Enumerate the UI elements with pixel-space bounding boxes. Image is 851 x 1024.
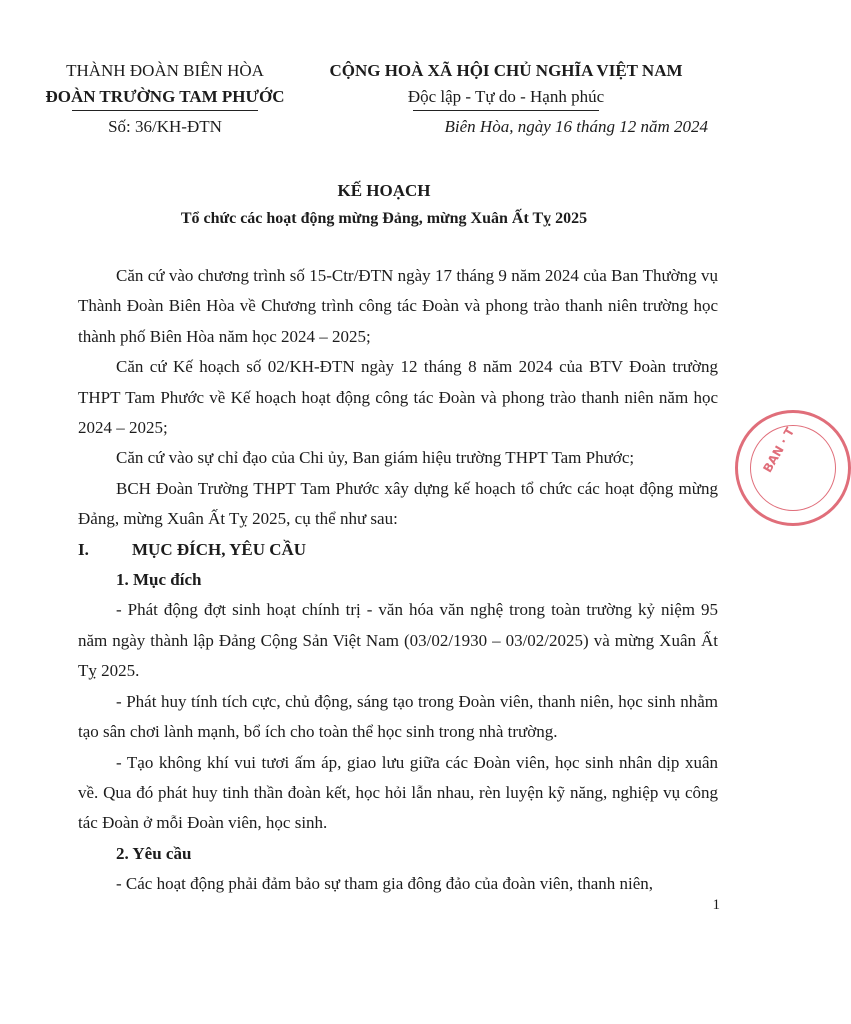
bullet-item: - Phát động đợt sinh hoạt chính trị - văn hóa văn nghệ trong toàn trường kỷ niệm 95 năm ngày thành lập Đảng Cộng Sản Việt Nam (03/02/1930 – 03/02/2025) và mừng Xuân Ất Tỵ 2025.	[78, 600, 718, 681]
paragraph: Căn cứ vào sự chỉ đạo của Chi ủy, Ban giám hiệu trường THPT Tam Phước;	[116, 448, 635, 468]
motto-underline	[413, 110, 599, 111]
paragraph: Căn cứ Kế hoạch số 02/KH-ĐTN ngày 12 tháng 8 năm 2024 của BTV Đoàn trường THPT Tam Phước về Kế hoạch hoạt động công tác Đoàn và phong trào thanh niên năm học 2024 – 2025;	[78, 357, 718, 438]
bullet-item: - Các hoạt động phải đảm bảo sự tham gia đông đảo của đoàn viên, thanh niên,	[116, 874, 654, 894]
page-number: 1	[712, 897, 720, 913]
document-subtitle: Tổ chức các hoạt động mừng Đảng, mừng Xuân Ất Tỵ 2025	[180, 210, 588, 227]
section-title: MỤC ĐÍCH, YÊU CẦU	[132, 539, 307, 559]
issuer-underline	[72, 110, 258, 111]
issuer-unit: ĐOÀN TRƯỜNG TAM PHƯỚC	[45, 87, 285, 106]
document-title: KẾ HOẠCH	[337, 181, 431, 200]
paragraph: BCH Đoàn Trường THPT Tam Phước xây dựng kế hoạch tổ chức các hoạt động mừng Đảng, mừng Xuân Ất Tỵ 2025, cụ thể như sau:	[78, 478, 718, 529]
place-date: Biên Hòa, ngày 16 tháng 12 năm 2024	[444, 117, 708, 136]
subsection-heading: 1. Mục đích	[116, 570, 202, 590]
red-seal-stamp	[735, 410, 851, 526]
paragraph: Căn cứ vào chương trình số 15-Ctr/ĐTN ngày 17 tháng 9 năm 2024 của Ban Thường vụ Thành Đoàn Biên Hòa về Chương trình công tác Đoàn và phong trào thanh niên trường học thành phố Biên Hòa năm học 2024 – 2025;	[78, 266, 718, 346]
national-header	[300, 58, 712, 140]
subsection-heading: 2. Yêu cầu	[116, 843, 192, 863]
bullet-item: - Phát huy tính tích cực, chủ động, sáng tạo trong Đoàn viên, thanh niên, học sinh nhằm tạo sân chơi lành mạnh, bổ ích cho toàn thể học sinh trong nhà trường.	[78, 691, 718, 742]
section-heading	[78, 535, 718, 565]
section-numeral: I.	[78, 539, 89, 559]
issuer-block	[30, 58, 300, 140]
nation-title: CỘNG HOÀ XÃ HỘI CHỦ NGHĨA VIỆT NAM	[329, 61, 683, 80]
national-motto: Độc lập - Tự do - Hạnh phúc	[407, 87, 605, 106]
bullet-item: - Tạo không khí vui tươi ấm áp, giao lưu giữa các Đoàn viên, học sinh nhân dịp xuân về. Qua đó phát huy tinh thần đoàn kết, học hỏi lẫn nhau, rèn luyện kỹ năng, nghiệp vụ công tác Đoàn ở mỗi Đoàn viên, học sinh.	[78, 752, 718, 833]
stamp-lettering: BAN · T	[760, 425, 798, 475]
document-body	[78, 261, 718, 900]
issuer-org: THÀNH ĐOÀN BIÊN HÒA	[66, 61, 264, 80]
document-number: Số: 36/KH-ĐTN	[108, 117, 222, 136]
